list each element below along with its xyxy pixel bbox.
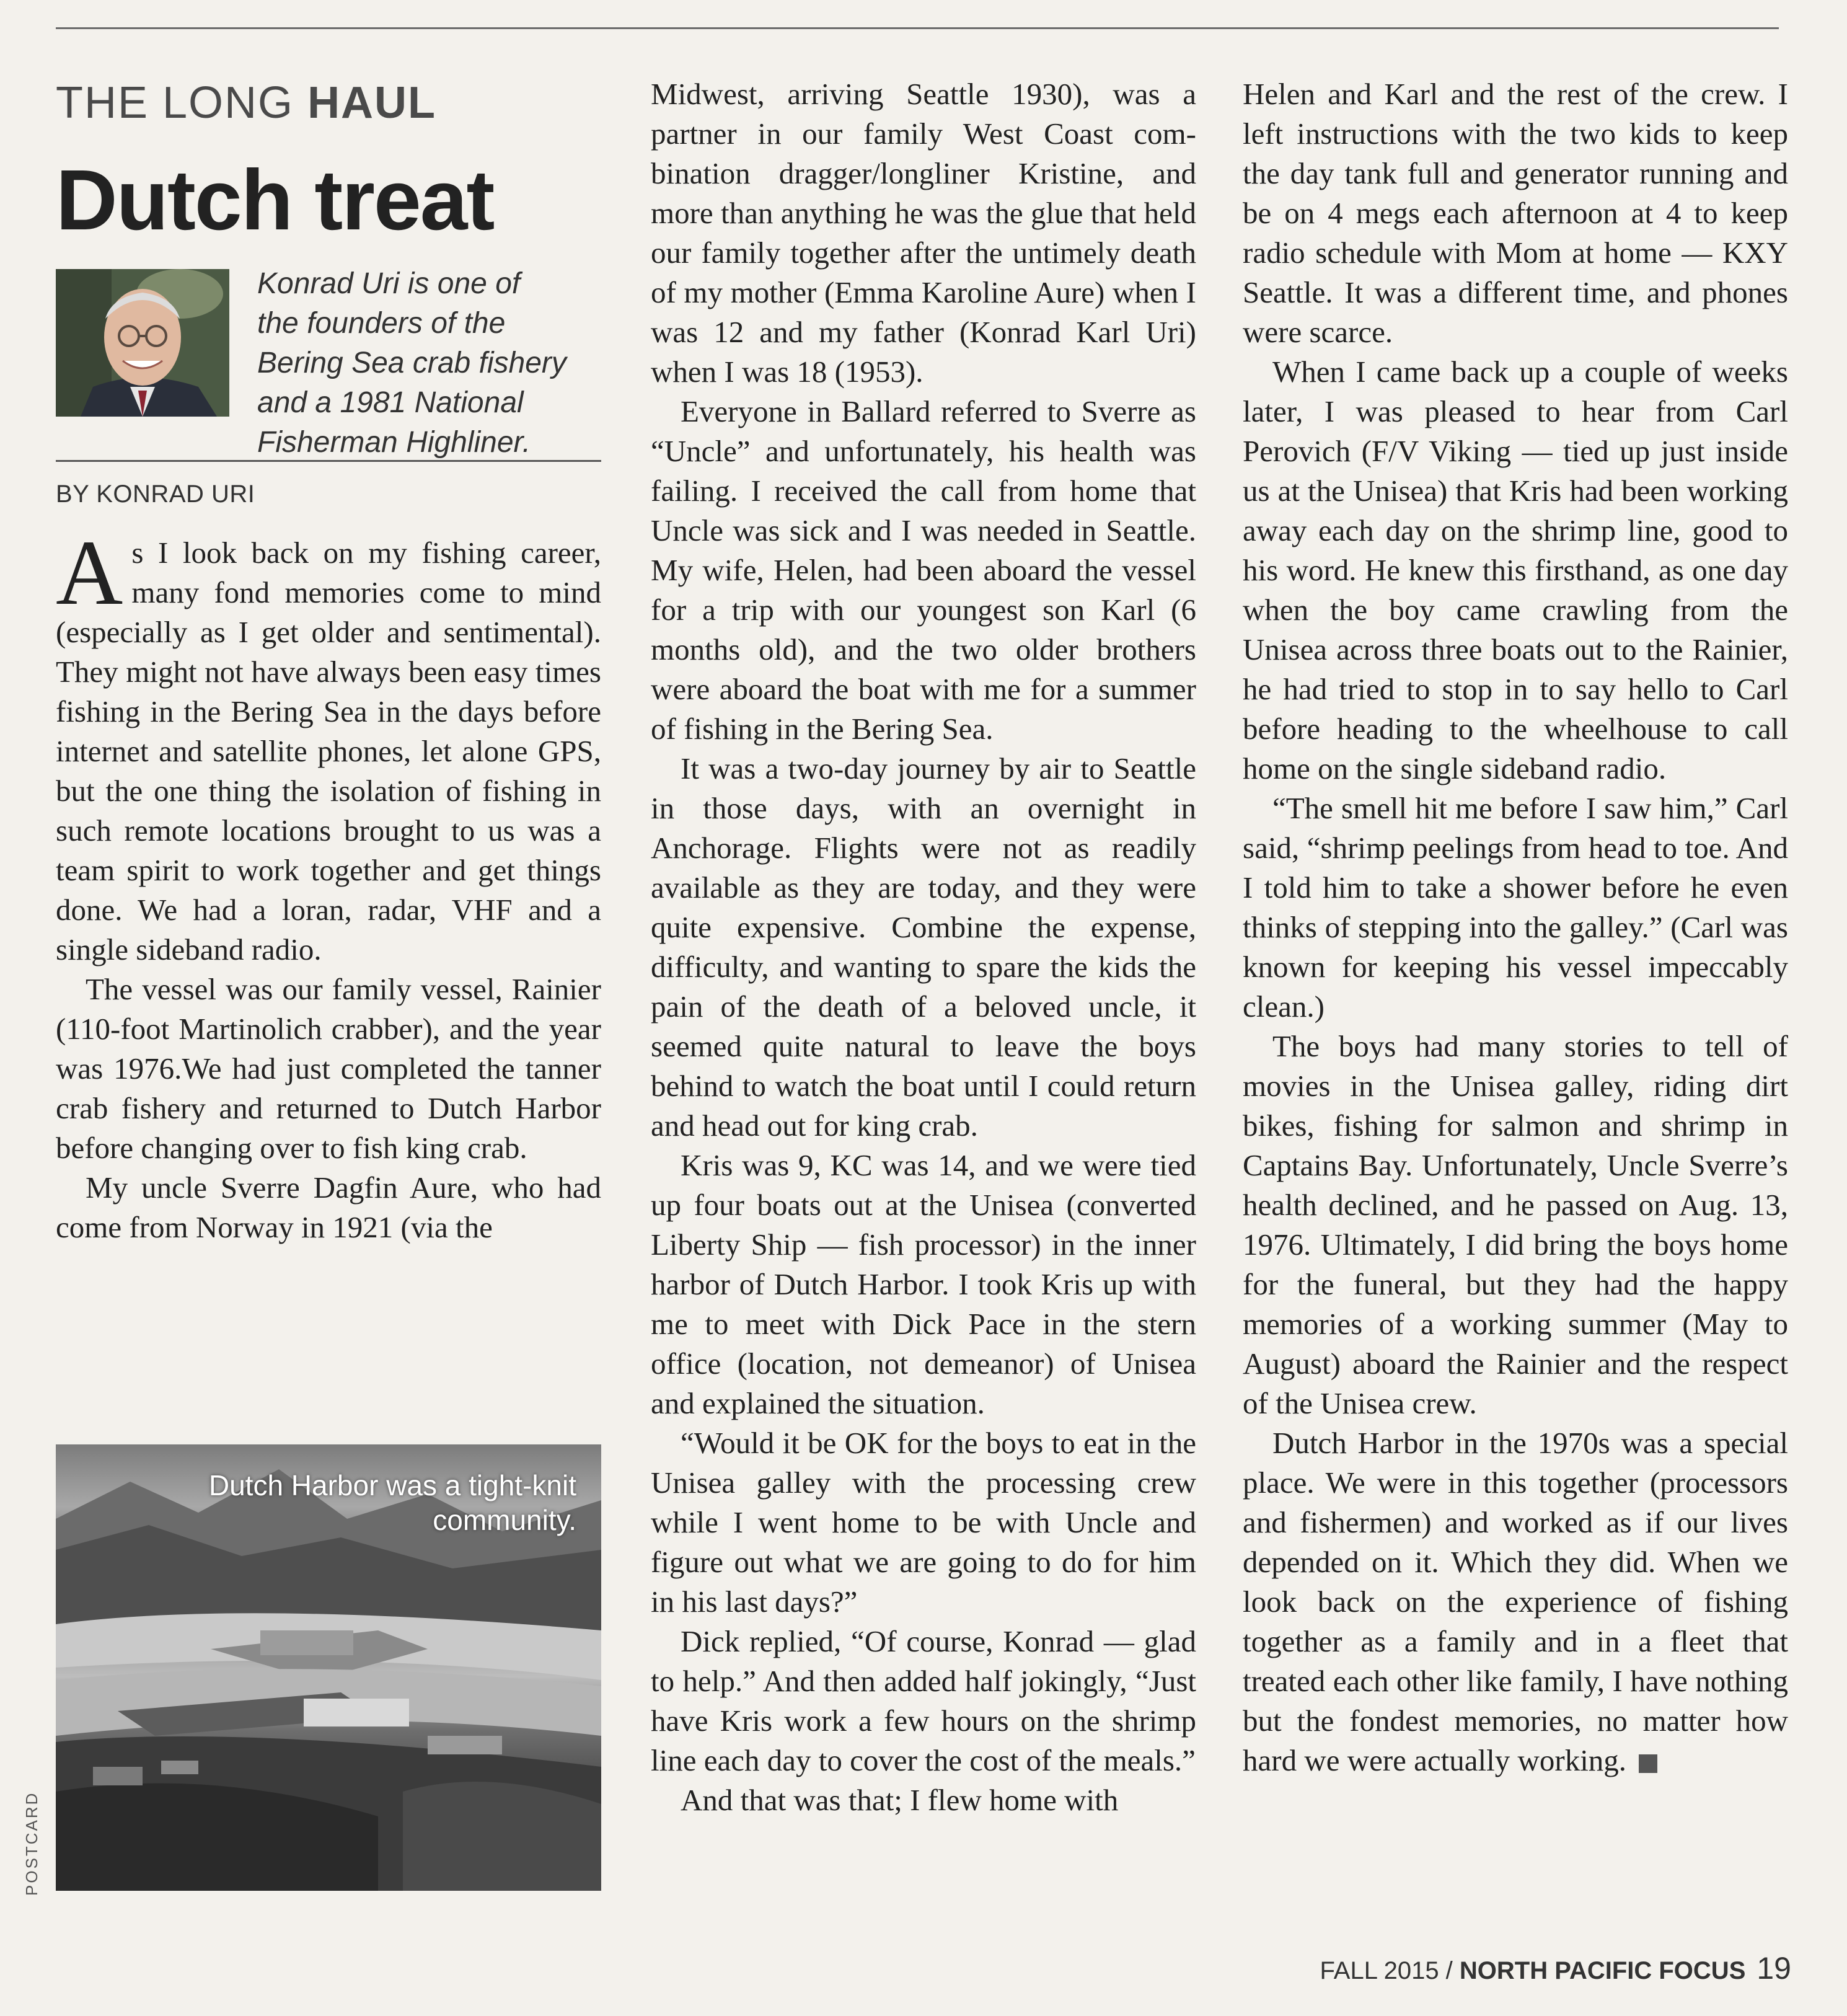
paragraph (1243, 1423, 1788, 1780)
author-portrait-image (56, 269, 229, 417)
end-mark-icon (1639, 1754, 1657, 1773)
footer-publication: NORTH PACIFIC FOCUS (1459, 1957, 1746, 1984)
harbor-photo (56, 1444, 601, 1891)
column-1 (56, 74, 601, 1247)
headline: Dutch treat (56, 153, 494, 248)
paragraph: Kris was 9, KC was 14, and we were tied up four boats out at the Unisea (converted Liberty Ship — fish processor) in the inner harbor of Dutch Harbor. I took Kris up with me to meet with Dick Pace in the stern office (location, not demeanor) of Unisea and explained the situation. (651, 1148, 1196, 1420)
page-footer (1320, 1950, 1791, 1986)
paragraph: Dick replied, “Of course, Konrad — glad to help.” And then added half jokingly, “Just have Kris work a few hours on the shrimp line each day to cover the cost of the meals.” (651, 1624, 1196, 1777)
bio-line: Bering Sea crab fishery (257, 347, 566, 379)
page-number: 19 (1757, 1951, 1791, 1986)
paragraph: Midwest, arriving Seattle 1930), was a partner in our family West Coast combination dragger/longliner Kristine, and more than anything he was the glue that held our family together after the untimely death of my mother (Emma Karoline Aure) when I was 12 and my father (Konrad Karl Uri) when I was 18 (1953). (651, 77, 1196, 389)
section-label-light: THE LONG (56, 78, 308, 128)
paragraph: Helen and Karl and the rest of the crew. I left instructions with the two kids to keep the day tank full and generator running and be on 4 megs each afternoon at 4 to keep radio schedule with Mom at home — KXY Seattle. It was a different time, and phones were scarce. (1243, 77, 1788, 349)
photo-credit: POSTCARD (22, 1791, 41, 1896)
paragraph-text: s I look back on my fishing career, many fond memories come to mind (especially as I get older and sentimental). They might not have always been easy times fishing in the Bering Sea in the days before internet and satellite phones, let alone GPS, but the one thing the isolation of fishing in such remote locations brought to us was a team spirit to work together and get things done. We had a loran, radar, VHF and a single sideband radio. (56, 536, 601, 966)
article-body-col3 (1243, 74, 1788, 1780)
column-3 (1243, 74, 1788, 1780)
section-label-bold: HAUL (307, 78, 437, 128)
paragraph: The vessel was our family vessel, Rainier (110-foot Martinolich crabber), and the year was 1976.We had just completed the tanner crab fishery and returned to Dutch Harbor before changing over to fish king crab. (56, 972, 601, 1165)
drop-cap: A (56, 521, 123, 624)
photo-caption-line: community. (433, 1504, 576, 1536)
paragraph: Everyone in Ballard referred to Sverre as “Uncle” and unfortunately, his health was failing. I received the call from home that Uncle was sick and I was needed in Seattle. My wife, Helen, had been aboard the vessel for a trip with our youngest son Karl (6 months old), and the two older brothers were aboard the boat with me for a summer of fishing in the Bering Sea. (651, 394, 1196, 746)
author-portrait (56, 269, 229, 417)
paragraph: When I came back up a couple of weeks later, I was pleased to hear from Carl Perovich (F/V Viking — tied up just inside us at the Unisea) that Kris had been working away each day on the shrimp line, good to his word. He knew this firsthand, as one day when the boy came crawling from the Unisea across three boats out to the Rainier, he had tried to stop in to say hello to Carl before heading to the wheelhouse to call home on the single sideband radio. (1243, 355, 1788, 785)
bio-line: and a 1981 National (257, 386, 524, 419)
footer-season: FALL 2015 / (1320, 1957, 1460, 1984)
bio-line: Fisherman Highliner. (257, 426, 531, 459)
paragraph (56, 521, 601, 970)
article-body-col2 (651, 74, 1196, 1820)
paragraph: The boys had many stories to tell of movies in the Unisea galley, riding dirt bikes, fishing for salmon and shrimp in Captains Bay. Unfortunately, Uncle Sverre’s health declined, and he passed on Aug. 13, 1976. Ultimately, I did bring the boys home for the funeral, but they had the happy memories of a working summer (May to August) aboard the Rainier and the respect of the Unisea crew. (1243, 1029, 1788, 1420)
author-bio-text (257, 264, 604, 462)
photo-caption-line: Dutch Harbor was a tight-knit (208, 1469, 576, 1501)
column-2 (651, 74, 1196, 1820)
bio-line: the founders of the (257, 307, 506, 340)
photo-caption (209, 1468, 576, 1537)
article-body-col1 (56, 521, 601, 1247)
bio-line: Konrad Uri is one of (257, 267, 521, 300)
section-label (56, 78, 601, 128)
byline: BY KONRAD URI (56, 480, 255, 508)
top-rule (56, 27, 1779, 29)
paragraph: “The smell hit me before I saw him,” Carl said, “shrimp peelings from head to toe. And I told him to take a shower before he even thinks of stepping into the galley.” (Carl was known for keeping his vessel impeccably clean.) (1243, 791, 1788, 1023)
paragraph: “Would it be OK for the boys to eat in the Unisea galley with the processing crew while I went home to be with Uncle and figure out what we are going to do for him in his last days?” (651, 1426, 1196, 1619)
paragraph-text: Dutch Harbor in the 1970s was a special place. We were in this together (processors and fishermen) and worked as if our lives depended on it. Which they did. When we look back on the experience of fishing together as a family and in a fleet that treated each other like family, I have nothing but the fondest memories, no matter how hard we were actually working. (1243, 1426, 1788, 1777)
paragraph: My uncle Sverre Dagfin Aure, who had come from Norway in 1921 (via the (56, 1170, 601, 1244)
author-bio (56, 267, 601, 459)
paragraph: It was a two-day journey by air to Seattle in those days, with an overnight in Anchorage. Flights were not as readily available as they are today, and they were quite expensive. Combine the expense, difficulty, and wanting to spare the kids the pain of the death of a beloved uncle, it seemed quite natural to leave the boys behind to watch the boat until I could return and head out for king crab. (651, 751, 1196, 1143)
paragraph: And that was that; I flew home with (681, 1783, 1119, 1817)
